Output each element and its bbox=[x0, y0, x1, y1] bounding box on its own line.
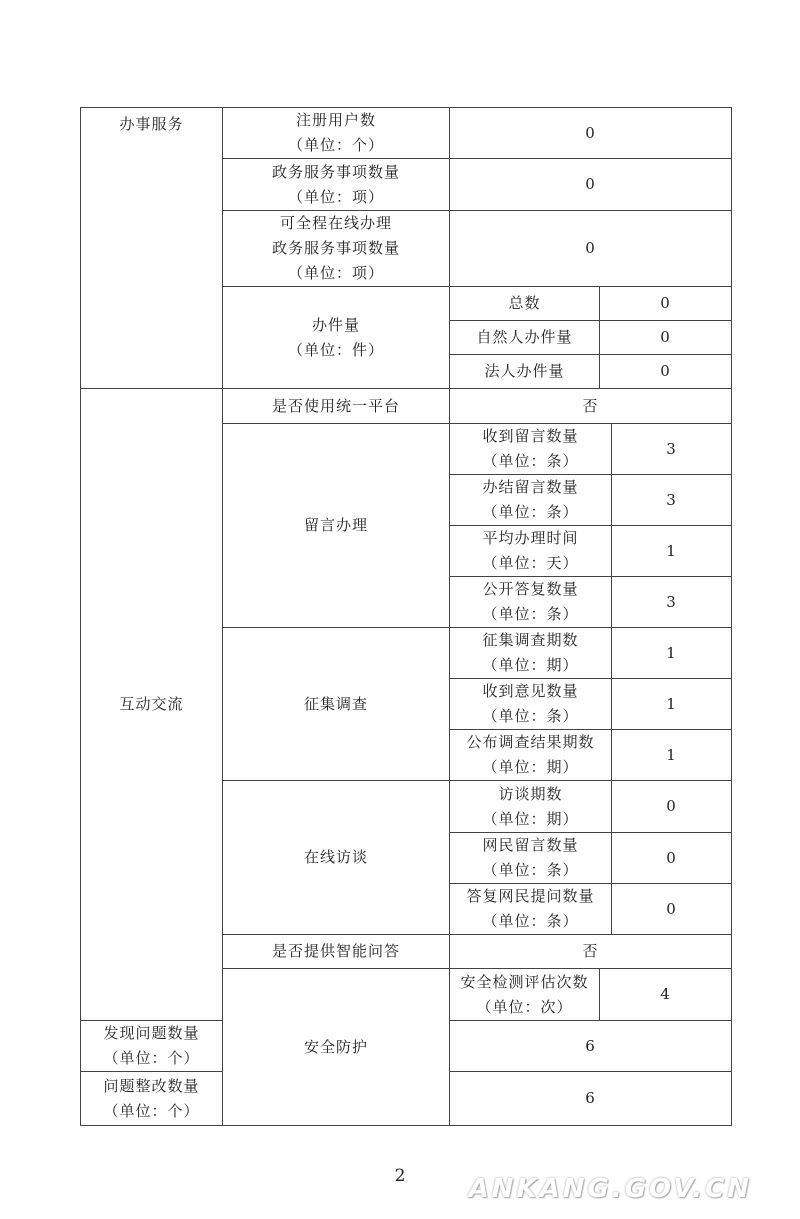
table-row bbox=[81, 108, 732, 159]
value-cell: 1 bbox=[612, 628, 732, 679]
group-interview: 在线访谈 bbox=[223, 781, 450, 935]
label-cell: 安全检测评估次数 （单位：次） bbox=[450, 969, 600, 1021]
value-cell: 0 bbox=[612, 781, 732, 833]
label-cell: 办件量 （单位：件） bbox=[223, 287, 450, 389]
value-cell: 0 bbox=[612, 884, 732, 935]
value-cell: 1 bbox=[612, 679, 732, 730]
sub-label-cell: 总数 bbox=[450, 287, 600, 321]
sub-label-cell: 自然人办件量 bbox=[450, 321, 600, 355]
value-cell: 否 bbox=[450, 389, 732, 424]
site-watermark: ANKANG.GOV.CN bbox=[468, 1174, 752, 1204]
group-messages: 留言办理 bbox=[223, 424, 450, 628]
sub-label-cell: 征集调查期数 （单位：期） bbox=[450, 628, 612, 679]
sub-label-cell: 公开答复数量 （单位：条） bbox=[450, 577, 612, 628]
sub-label-cell: 答复网民提问数量 （单位：条） bbox=[450, 884, 612, 935]
value-cell: 0 bbox=[450, 211, 732, 287]
value-cell: 0 bbox=[450, 159, 732, 211]
sub-label-cell: 收到意见数量 （单位：条） bbox=[450, 679, 612, 730]
label-cell: 发现问题数量 （单位：个） bbox=[81, 1021, 223, 1072]
sub-label-cell: 收到留言数量 （单位：条） bbox=[450, 424, 612, 475]
label-cell: 问题整改数量 （单位：个） bbox=[81, 1072, 223, 1126]
value-cell: 0 bbox=[600, 355, 732, 389]
label-cell: 注册用户数 （单位：个） bbox=[223, 108, 450, 159]
category-service: 办事服务 bbox=[81, 108, 223, 389]
sub-label-cell: 办结留言数量 （单位：条） bbox=[450, 475, 612, 526]
category-interaction: 互动交流 bbox=[81, 389, 223, 1021]
sub-label-cell: 访谈期数 （单位：期） bbox=[450, 781, 612, 833]
value-cell: 0 bbox=[600, 287, 732, 321]
value-cell: 3 bbox=[612, 475, 732, 526]
statistics-table bbox=[80, 107, 732, 1126]
table-row bbox=[81, 389, 732, 424]
value-cell: 3 bbox=[612, 577, 732, 628]
value-cell: 4 bbox=[600, 969, 732, 1021]
label-cell: 是否提供智能问答 bbox=[223, 935, 450, 969]
value-cell: 否 bbox=[450, 935, 732, 969]
sub-label-cell: 平均办理时间 （单位：天） bbox=[450, 526, 612, 577]
value-cell: 6 bbox=[450, 1072, 732, 1126]
label-cell: 政务服务事项数量 （单位：项） bbox=[223, 159, 450, 211]
page-number: 2 bbox=[394, 1166, 406, 1186]
label-cell: 是否使用统一平台 bbox=[223, 389, 450, 424]
value-cell: 0 bbox=[450, 108, 732, 159]
sub-label-cell: 法人办件量 bbox=[450, 355, 600, 389]
label-cell: 可全程在线办理 政务服务事项数量 （单位：项） bbox=[223, 211, 450, 287]
value-cell: 1 bbox=[612, 526, 732, 577]
value-cell: 0 bbox=[600, 321, 732, 355]
value-cell: 3 bbox=[612, 424, 732, 475]
value-cell: 1 bbox=[612, 730, 732, 781]
value-cell: 6 bbox=[450, 1021, 732, 1072]
sub-label-cell: 公布调查结果期数 （单位：期） bbox=[450, 730, 612, 781]
sub-label-cell: 网民留言数量 （单位：条） bbox=[450, 833, 612, 884]
group-survey: 征集调查 bbox=[223, 628, 450, 781]
value-cell: 0 bbox=[612, 833, 732, 884]
category-security: 安全防护 bbox=[223, 969, 450, 1126]
